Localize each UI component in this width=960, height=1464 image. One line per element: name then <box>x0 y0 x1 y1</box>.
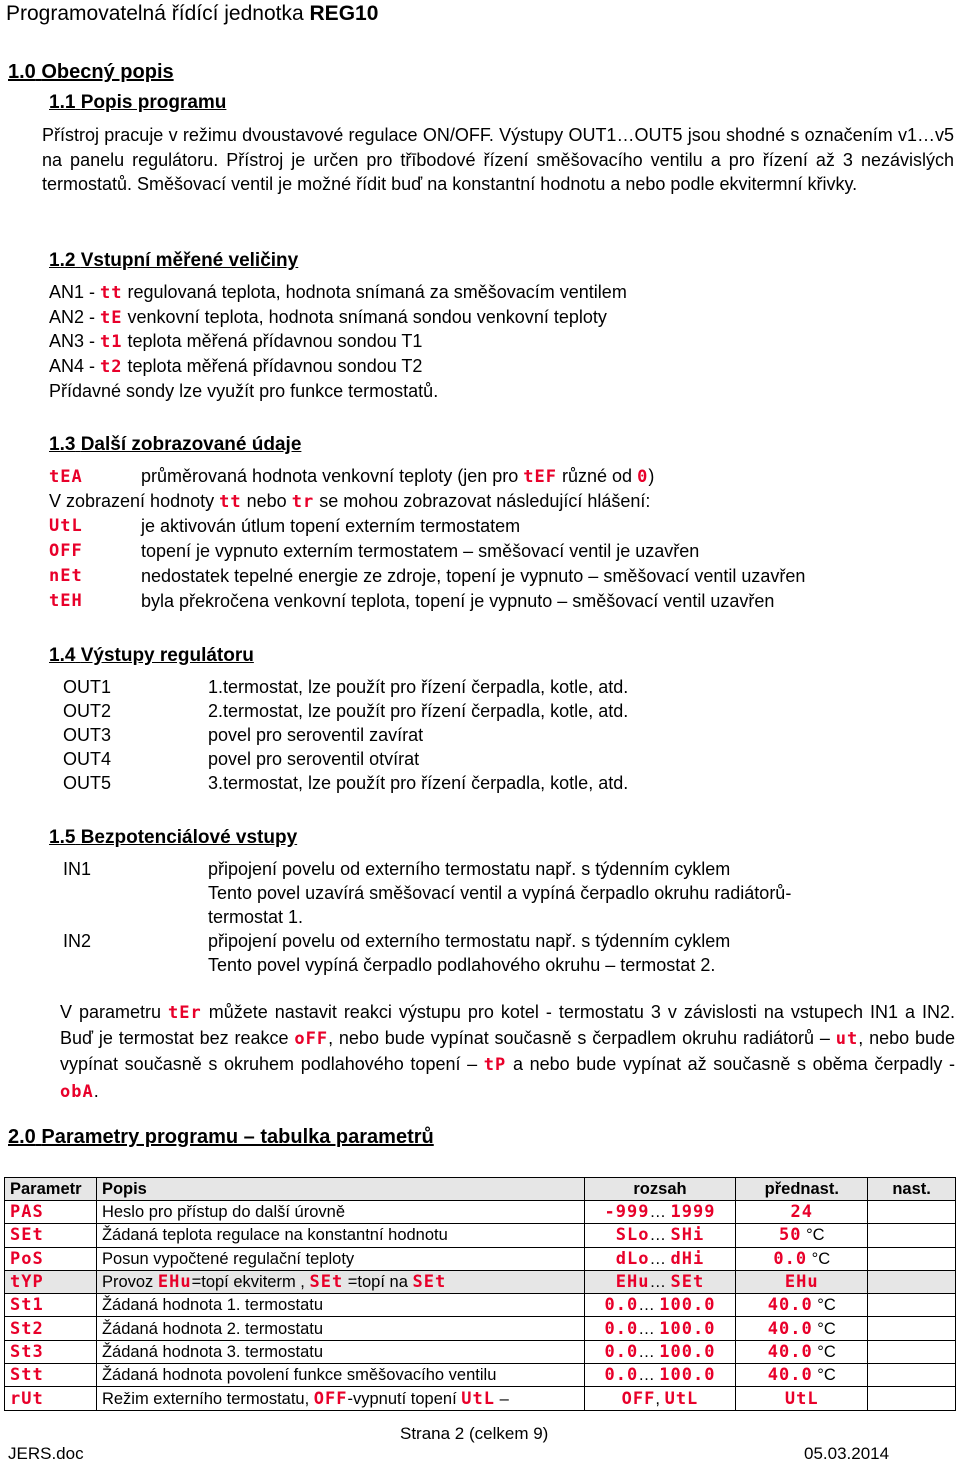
preset-value: 40.0 <box>767 1295 813 1316</box>
input-desc: teplota měřená přídavnou sondou T1 <box>127 331 423 351</box>
param-desc-cell <box>96 1294 584 1317</box>
param-range-cell: 0.0… 100.0 <box>584 1340 736 1363</box>
output-label: OUT4 <box>63 749 112 769</box>
message-code: OFF <box>49 541 83 561</box>
input-prefix: AN4 - <box>49 355 96 376</box>
param-range-cell: EHu… SEt <box>584 1270 736 1293</box>
param-nast-cell <box>868 1387 956 1410</box>
param-desc-code: SEt <box>309 1272 344 1293</box>
parameters-table <box>4 1177 956 1411</box>
param-code: SEt <box>10 1225 44 1246</box>
param-desc-cell <box>96 1387 584 1410</box>
range-to: 100.0 <box>659 1341 716 1362</box>
message-text: topení je vypnuto externím termostatem – směšovací ventil je uzavřen <box>141 541 700 561</box>
range-to: 100.0 <box>659 1365 716 1386</box>
input-code: t1 <box>100 332 123 352</box>
param-code: St1 <box>10 1295 44 1316</box>
page-header: Programovatelná řídící jednotka REG10 <box>6 2 379 25</box>
section-1-1-text: Přístroj pracuje v režimu dvoustavové regulace ON/OFF. Výstupy OUT1…OUT5 jsou shodné s označením v1…v5 na panelu regulátoru. Přístroj je určen pro třībodové řízení směšovacího ventilu a pro řízení až 3 nezávislých termostatů. Směšovací ventil je možné řídit buď na konstantní hodnotu a nebo podle ekvitermní křivky. <box>42 125 954 194</box>
param-desc-mid: =topí ekviterm , <box>191 1273 305 1292</box>
tea-code: tEA <box>49 467 83 487</box>
param-desc: Žádaná teplota regulace na konstantní hodnotu <box>101 1226 448 1245</box>
param-preset-cell <box>736 1270 868 1293</box>
tea-row <box>49 466 83 487</box>
range-to: 100.0 <box>659 1295 716 1316</box>
param-code-cell <box>5 1224 97 1247</box>
param-preset-cell <box>736 1224 868 1247</box>
param-desc-code: EHu <box>157 1272 192 1293</box>
message-text: byla překročena venkovní teplota, topení je vypnuto – směšovací ventil uzavřen <box>141 591 775 611</box>
param-preset-cell <box>736 1317 868 1340</box>
range-from: SLo <box>615 1225 650 1246</box>
param-code-cell <box>5 1364 97 1387</box>
preset-value: 24 <box>790 1202 814 1223</box>
param-range-cell: dLo… dHi <box>584 1247 736 1270</box>
in2-line-1: připojení povelu od externího termostatu např. s týdenním cyklem <box>208 931 731 951</box>
range-from: 0.0 <box>604 1365 639 1386</box>
param-desc-cell <box>96 1201 584 1224</box>
section-1-3-heading: 1.3 Další zobrazované údaje <box>49 434 302 455</box>
preset-value: 40.0 <box>767 1341 813 1362</box>
param-code-cell <box>5 1340 97 1363</box>
param-code: St3 <box>10 1341 44 1362</box>
input-desc: venkovní teplota, hodnota snímaná sondou venkovní teploty <box>127 306 607 327</box>
page-number: Strana 2 (celkem 9) <box>400 1424 549 1443</box>
param-code: PoS <box>10 1248 44 1269</box>
range-from: EHu <box>615 1272 650 1293</box>
section-2-heading: 2.0 Parametry programu – tabulka parametrů <box>8 1126 434 1148</box>
param-nast-cell <box>868 1364 956 1387</box>
range-to: 1999 <box>670 1202 716 1223</box>
inputs-note: Přídavné sondy lze využít pro funkce termostatů. <box>49 381 439 401</box>
range-from: -999 <box>604 1202 650 1223</box>
in1-line-3: termostat 1. <box>208 907 304 927</box>
preset-value: UtL <box>784 1388 819 1409</box>
col-header-prednast: přednast. <box>736 1178 868 1201</box>
param-desc: Heslo pro přístup do další úrovně <box>101 1203 345 1222</box>
param-nast-cell <box>868 1340 956 1363</box>
range-to: dHi <box>670 1248 705 1269</box>
input-row <box>49 356 422 377</box>
param-desc-cell <box>96 1270 584 1293</box>
param-desc: Žádaná hodnota povolení funkce směšovacího ventilu <box>101 1366 497 1385</box>
param-desc-code: OFF <box>313 1388 348 1409</box>
param-desc: Žádaná hodnota 3. termostatu <box>101 1342 324 1361</box>
range-from: OFF <box>621 1388 656 1409</box>
param-range-cell: 0.0… 100.0 <box>584 1364 736 1387</box>
table-row <box>5 1317 956 1340</box>
param-preset-cell <box>736 1387 868 1410</box>
message-code: tEH <box>49 591 83 611</box>
param-code: Stt <box>10 1365 44 1386</box>
param-desc-cell <box>96 1340 584 1363</box>
param-range-cell <box>584 1387 736 1410</box>
range-from: dLo <box>615 1248 650 1269</box>
preset-value: 40.0 <box>767 1318 813 1339</box>
param-code-cell <box>5 1294 97 1317</box>
input-prefix: AN3 - <box>49 331 96 351</box>
section-1-4-heading: 1.4 Výstupy regulátoru <box>49 645 254 666</box>
param-desc: Žádaná hodnota 1. termostatu <box>101 1296 324 1315</box>
message-code: nEt <box>49 566 83 586</box>
param-code: PAS <box>10 1202 44 1223</box>
param-code-cell <box>5 1270 97 1293</box>
table-row <box>5 1224 956 1247</box>
param-nast-cell <box>868 1270 956 1293</box>
param-preset-cell <box>736 1364 868 1387</box>
table-row <box>5 1364 956 1387</box>
output-label: OUT5 <box>63 773 112 793</box>
preset-value: 0.0 <box>773 1248 808 1269</box>
ter-paragraph: V parametru tEr můžete nastavit reakci výstupu pro kotel - termostatu 3 v závislosti na vstupech IN1 a IN2. Buď je termostat bez reakce oFF, nebo bude vypínat současně s čerpadlem okruhu radiátorů – ut, nebo bude vypínat současně s okruhem podlahového topení – tP a nebo bude vypínat až současně s oběma čerpadly - obA. <box>60 1002 955 1102</box>
display-intro: V zobrazení hodnoty tt nebo tr se mohou zobrazovat následující hlášení: <box>49 491 651 512</box>
param-desc-mid: -vypnutí topení <box>347 1389 457 1408</box>
section-1-5-heading: 1.5 Bezpotenciálové vstupy <box>49 827 298 848</box>
footer-date: 05.03.2014 <box>804 1444 890 1463</box>
tea-desc: průměrovaná hodnota venkovní teploty (jen pro tEF různé od 0) <box>141 466 655 487</box>
col-header-nast: nast. <box>868 1178 956 1201</box>
preset-unit: °C <box>817 1319 836 1338</box>
range-to: 100.0 <box>659 1318 716 1339</box>
param-nast-cell <box>868 1294 956 1317</box>
preset-value: EHu <box>784 1272 819 1293</box>
section-1-1-heading: 1.1 Popis programu <box>49 92 227 113</box>
output-desc: 2.termostat, lze použít pro řízení čerpadla, kotle, atd. <box>208 701 629 721</box>
input-desc: teplota měřená přídavnou sondou T2 <box>127 355 423 376</box>
table-row <box>5 1201 956 1224</box>
input-row <box>49 307 607 328</box>
range-from: 0.0 <box>604 1295 639 1316</box>
col-header-parametr: Parametr <box>5 1178 97 1201</box>
footer-file: JERS.doc <box>8 1444 84 1463</box>
param-desc: Režim externího termostatu, <box>101 1389 310 1408</box>
param-range-cell: -999… 1999 <box>584 1201 736 1224</box>
table-header-row <box>5 1178 956 1201</box>
range-to: SHi <box>670 1225 705 1246</box>
in2-label: IN2 <box>63 931 92 951</box>
in2-line-2: Tento povel vypíná čerpadlo podlahového okruhu – termostat 2. <box>208 955 716 975</box>
input-row <box>49 282 627 303</box>
param-desc: Provoz <box>101 1273 154 1292</box>
col-header-popis: Popis <box>96 1178 584 1201</box>
output-label: OUT2 <box>63 701 112 721</box>
param-nast-cell <box>868 1317 956 1340</box>
param-range-cell: SLo… SHi <box>584 1224 736 1247</box>
table-row <box>5 1270 956 1293</box>
preset-value: 40.0 <box>767 1365 813 1386</box>
param-desc-cell <box>96 1247 584 1270</box>
param-preset-cell <box>736 1294 868 1317</box>
param-code: tYP <box>10 1272 44 1293</box>
param-desc-end: – <box>499 1389 509 1408</box>
param-nast-cell <box>868 1224 956 1247</box>
param-code: St2 <box>10 1318 44 1339</box>
input-code: t2 <box>100 356 123 377</box>
param-range-cell: 0.0… 100.0 <box>584 1317 736 1340</box>
in1-line-2: Tento povel uzavírá směšovací ventil a vypíná čerpadlo okruhu radiátorů- <box>208 883 792 903</box>
param-desc-cell <box>96 1224 584 1247</box>
output-desc: 3.termostat, lze použít pro řízení čerpadla, kotle, atd. <box>208 773 629 793</box>
table-row <box>5 1387 956 1410</box>
output-label: OUT1 <box>63 677 112 697</box>
param-code-cell <box>5 1247 97 1270</box>
range-from: 0.0 <box>604 1318 639 1339</box>
table-row <box>5 1247 956 1270</box>
param-desc: Žádaná hodnota 2. termostatu <box>101 1319 324 1338</box>
output-desc: povel pro seroventil zavírat <box>208 725 424 745</box>
in1-line-1: připojení povelu od externího termostatu např. s týdenním cyklem <box>208 859 731 879</box>
param-range-cell: 0.0… 100.0 <box>584 1294 736 1317</box>
param-preset-cell <box>736 1340 868 1363</box>
param-desc-end: =topí na <box>347 1273 408 1292</box>
param-code: rUt <box>10 1388 44 1409</box>
param-preset-cell <box>736 1247 868 1270</box>
param-desc-cell <box>96 1317 584 1340</box>
input-code: tt <box>100 283 123 303</box>
table-row <box>5 1340 956 1363</box>
section-1-2-heading: 1.2 Vstupní měřené veličiny <box>49 250 299 271</box>
param-desc-cell <box>96 1364 584 1387</box>
param-desc-code: SEt <box>412 1272 447 1293</box>
preset-unit: °C <box>806 1226 825 1245</box>
preset-unit: °C <box>817 1342 836 1361</box>
message-text: je aktivován útlum topení externím termostatem <box>141 516 521 536</box>
table-row <box>5 1294 956 1317</box>
output-label: OUT3 <box>63 725 112 745</box>
section-1-heading: 1.0 Obecný popis <box>8 61 174 83</box>
range-from: 0.0 <box>604 1341 639 1362</box>
message-text: nedostatek tepelné energie ze zdroje, topení je vypnuto – směšovací ventil uzavřen <box>141 566 806 586</box>
preset-unit: °C <box>817 1366 836 1385</box>
param-desc-code: UtL <box>461 1388 495 1409</box>
message-code: UtL <box>49 516 83 536</box>
input-code: tE <box>100 307 123 328</box>
param-preset-cell <box>736 1201 868 1224</box>
param-code-cell <box>5 1387 97 1410</box>
range-to: SEt <box>670 1272 705 1293</box>
param-code-cell <box>5 1201 97 1224</box>
param-nast-cell <box>868 1201 956 1224</box>
input-row <box>49 331 422 352</box>
param-code-cell <box>5 1317 97 1340</box>
preset-unit: °C <box>817 1296 836 1315</box>
output-desc: 1.termostat, lze použít pro řízení čerpadla, kotle, atd. <box>208 677 629 697</box>
preset-unit: °C <box>811 1249 831 1268</box>
range-to: UtL <box>664 1388 699 1409</box>
input-prefix: AN2 - <box>49 306 96 327</box>
input-prefix: AN1 - <box>49 282 96 302</box>
in1-label: IN1 <box>63 859 92 879</box>
param-nast-cell <box>868 1247 956 1270</box>
range-separator: , <box>655 1389 660 1408</box>
col-header-rozsah: rozsah <box>584 1178 736 1201</box>
output-desc: povel pro seroventil otvírat <box>208 749 420 769</box>
param-desc: Posun vypočtené regulační teploty <box>101 1249 355 1268</box>
input-desc: regulovaná teplota, hodnota snímaná za směšovacím ventilem <box>127 282 627 302</box>
preset-value: 50 <box>778 1225 802 1246</box>
